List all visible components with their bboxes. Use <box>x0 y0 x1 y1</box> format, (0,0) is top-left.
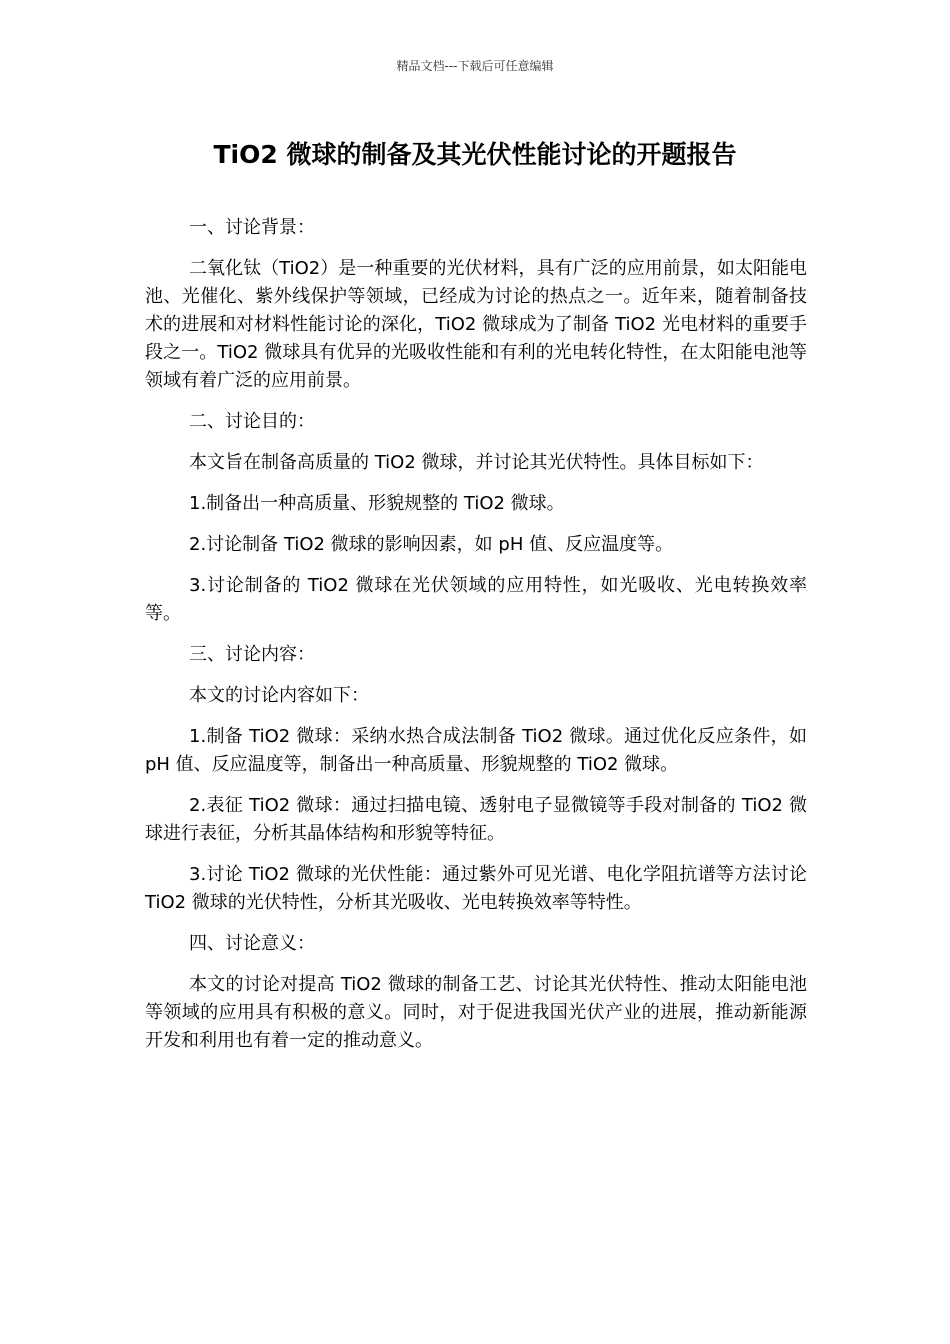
document-body <box>145 214 807 1068</box>
document-title: TiO2 微球的制备及其光伏性能讨论的开题报告 <box>213 140 737 169</box>
paragraph-purpose-intro: 本文旨在制备高质量的 TiO2 微球，并讨论其光伏特性。具体目标如下： <box>189 452 764 473</box>
content-item-3: 3.讨论 TiO2 微球的光伏性能：通过紫外可见光谱、电化学阻抗谱等方法讨论 TiO2 微球的光伏特性，分析其光吸收、光电转换效率等特性。 <box>145 864 807 913</box>
purpose-item-3: 3.讨论制备的 TiO2 微球在光伏领域的应用特性，如光吸收、光电转换效率等。 <box>145 575 807 624</box>
purpose-item-2: 2.讨论制备 TiO2 微球的影响因素，如 pH 值、反应温度等。 <box>189 534 674 555</box>
section-heading-significance: 四、讨论意义： <box>189 933 315 954</box>
section-heading-content: 三、讨论内容： <box>189 644 315 665</box>
content-item-1: 1.制备 TiO2 微球：采纳水热合成法制备 TiO2 微球。通过优化反应条件，如 pH 值、反应温度等，制备出一种高质量、形貌规整的 TiO2 微球。 <box>145 726 807 775</box>
content-item-2: 2.表征 TiO2 微球：通过扫描电镜、透射电子显微镜等手段对制备的 TiO2 微球进行表征，分析其晶体结构和形貌等特征。 <box>145 795 807 844</box>
paragraph-significance: 本文的讨论对提高 TiO2 微球的制备工艺、讨论其光伏特性、推动太阳能电池等领域的应用具有积极的意义。同时，对于促进我国光伏产业的进展，推动新能源开发和利用也有着一定的推动意义。 <box>145 974 807 1051</box>
paragraph-background: 二氧化钛（TiO2）是一种重要的光伏材料，具有广泛的应用前景，如太阳能电池、光催化、紫外线保护等领域，已经成为讨论的热点之一。近年来，随着制备技术的进展和对材料性能讨论的深化，TiO2 微球成为了制备 TiO2 光电材料的重要手段之一。TiO2 微球具有优异的光吸收性能和有利的光电转化特性，在太阳能电池等领域有着广泛的应用前景。 <box>145 258 807 391</box>
paragraph-content-intro: 本文的讨论内容如下： <box>189 685 369 706</box>
header-note: 精品文档---下载后可任意编辑 <box>396 59 554 73</box>
section-heading-background: 一、讨论背景： <box>189 217 315 238</box>
purpose-item-1: 1.制备出一种高质量、形貌规整的 TiO2 微球。 <box>189 493 565 514</box>
section-heading-purpose: 二、讨论目的： <box>189 411 315 432</box>
